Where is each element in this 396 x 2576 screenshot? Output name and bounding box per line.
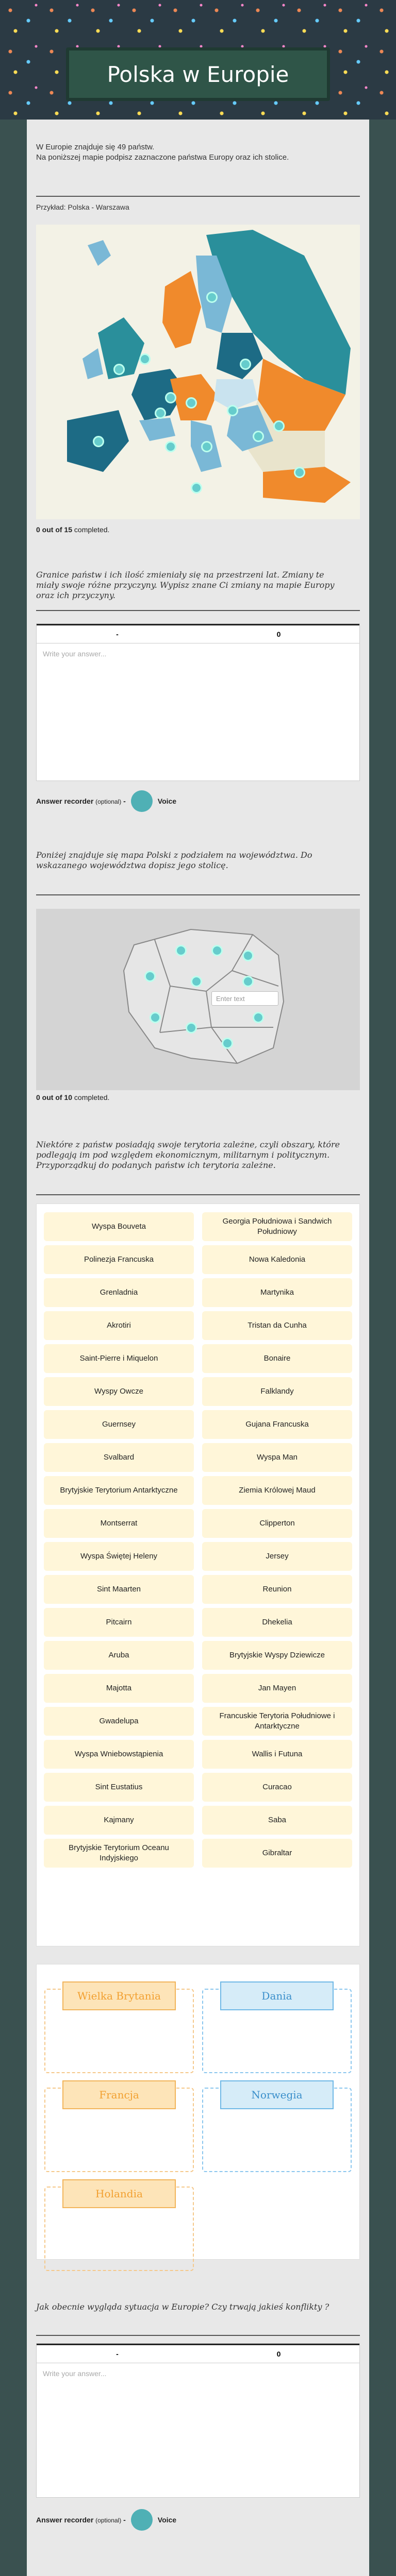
region-pin[interactable] xyxy=(175,945,187,956)
example-text: Przykład: Polska - Warszawa xyxy=(36,203,129,211)
voice-record-button[interactable] xyxy=(131,2509,153,2531)
intro-line-2: Na poniższej mapie podpisz zaznaczone państwa Europy oraz ich stolice. xyxy=(36,153,289,162)
map2-progress-count: 0 out of 10 xyxy=(36,1093,73,1101)
territory-card-left[interactable]: Kajmany xyxy=(44,1806,194,1835)
map-pin[interactable] xyxy=(191,482,202,494)
region-text-input[interactable]: Enter text xyxy=(211,991,278,1006)
map-pin[interactable] xyxy=(240,359,251,370)
territory-card-left[interactable]: Saint-Pierre i Miquelon xyxy=(44,1344,194,1373)
bucket-wielka-brytania[interactable] xyxy=(44,1989,194,2073)
divider xyxy=(36,610,360,611)
bucket-dania[interactable] xyxy=(202,1989,352,2073)
region-pin[interactable] xyxy=(222,1038,233,1049)
map1-progress-suffix: completed. xyxy=(72,526,110,534)
territory-card-left[interactable]: Svalbard xyxy=(44,1443,194,1472)
territory-card-right[interactable]: Saba xyxy=(202,1806,352,1835)
territory-card-right[interactable]: Curacao xyxy=(202,1773,352,1802)
voice-label[interactable]: Voice xyxy=(157,2516,177,2524)
region-pin[interactable] xyxy=(242,950,254,961)
col-minus[interactable]: - xyxy=(116,2350,119,2358)
territory-card-left[interactable]: Gwadelupa xyxy=(44,1707,194,1736)
pair-row xyxy=(44,1344,352,1373)
matching-pairs xyxy=(44,1212,352,1868)
question-3-text: Niektóre z państw posiadają swoje terytoria zależne, czyli obszary, które podlegają im pod względem ekonomicznym, militarnym i politycznym. Przyporządkuj do podanych państw ich terytoria zależne. xyxy=(36,1140,340,1170)
territory-card-left[interactable]: Brytyjskie Terytorium Antarktyczne xyxy=(44,1476,194,1505)
region-pin[interactable] xyxy=(186,1022,197,1033)
map-pin[interactable] xyxy=(186,397,197,409)
territory-card-left[interactable]: Montserrat xyxy=(44,1509,194,1538)
pair-row xyxy=(44,1575,352,1604)
answer-recorder-1 xyxy=(36,790,176,812)
pair-row xyxy=(44,1740,352,1769)
territory-card-left[interactable]: Sint Eustatius xyxy=(44,1773,194,1802)
bucket-label: Dania xyxy=(220,1981,334,2010)
territory-card-right[interactable]: Clipperton xyxy=(202,1509,352,1538)
map1-progress-count: 0 out of 15 xyxy=(36,526,73,534)
territory-card-right[interactable]: Wallis i Futuna xyxy=(202,1740,352,1769)
territory-card-right[interactable]: Gibraltar xyxy=(202,1839,352,1868)
territory-card-left[interactable]: Wyspa Świętej Heleny xyxy=(44,1542,194,1571)
map-pin[interactable] xyxy=(93,436,104,447)
answer-input[interactable]: Write your answer... xyxy=(43,2369,107,2378)
map-pin[interactable] xyxy=(273,420,285,432)
answer-table-header xyxy=(37,624,359,643)
territory-card-right[interactable]: Bonaire xyxy=(202,1344,352,1373)
bucket-holandia[interactable] xyxy=(44,2187,194,2271)
territory-card-left[interactable]: Pitcairn xyxy=(44,1608,194,1637)
region-pin[interactable] xyxy=(242,976,254,987)
map-pin[interactable] xyxy=(155,408,166,419)
territory-card-right[interactable]: Georgia Południowa i Sandwich Południowy xyxy=(202,1212,352,1241)
region-pin[interactable] xyxy=(253,1012,264,1023)
map-pin[interactable] xyxy=(201,441,212,452)
pair-row xyxy=(44,1509,352,1538)
poland-map xyxy=(36,909,360,1090)
answer-card-2 xyxy=(36,2343,360,2498)
territory-card-right[interactable]: Wyspa Man xyxy=(202,1443,352,1472)
territory-card-left[interactable]: Sint Maarten xyxy=(44,1575,194,1604)
question-2-text: Poniżej znajduje się mapa Polski z podziałem na województwa. Do wskazanego województwa dopisz jego stolicę. xyxy=(36,850,312,870)
territory-card-left[interactable]: Majotta xyxy=(44,1674,194,1703)
map-pin[interactable] xyxy=(165,441,176,452)
pair-row xyxy=(44,1443,352,1472)
territory-card-left[interactable]: Guernsey xyxy=(44,1410,194,1439)
territory-card-left[interactable]: Aruba xyxy=(44,1641,194,1670)
map-pin[interactable] xyxy=(227,405,238,416)
territory-card-right[interactable]: Reunion xyxy=(202,1575,352,1604)
pair-row xyxy=(44,1542,352,1571)
pair-row xyxy=(44,1608,352,1637)
intro-line-1: W Europie znajduje się 49 państw. xyxy=(36,143,155,151)
col-zero[interactable]: 0 xyxy=(276,2350,281,2358)
bucket-label: Holandia xyxy=(62,2179,176,2208)
pair-row xyxy=(44,1410,352,1439)
bucket-label: Norwegia xyxy=(220,2080,334,2109)
voice-record-button[interactable] xyxy=(131,790,153,812)
europe-map xyxy=(36,225,360,519)
answer-card-1 xyxy=(36,623,360,781)
answer-input[interactable]: Write your answer... xyxy=(43,650,107,658)
divider xyxy=(36,1194,360,1195)
region-pin[interactable] xyxy=(144,971,156,982)
divider xyxy=(36,2335,360,2336)
territory-card-left[interactable]: Wyspy Owcze xyxy=(44,1377,194,1406)
pair-row xyxy=(44,1641,352,1670)
divider xyxy=(36,196,360,197)
territory-card-right[interactable]: Falklandy xyxy=(202,1377,352,1406)
map2-progress-suffix: completed. xyxy=(72,1093,110,1101)
region-pin[interactable] xyxy=(191,976,202,987)
map-pin[interactable] xyxy=(253,431,264,442)
territory-card-right[interactable]: Jersey xyxy=(202,1542,352,1571)
recorder-label: Answer recorder (optional) - xyxy=(36,797,126,805)
pair-row xyxy=(44,1212,352,1241)
col-minus[interactable]: - xyxy=(116,630,119,638)
territory-card-right[interactable]: Nowa Kaledonia xyxy=(202,1245,352,1274)
pair-row xyxy=(44,1707,352,1736)
pair-row xyxy=(44,1773,352,1802)
recorder-label: Answer recorder (optional) - xyxy=(36,2516,126,2524)
bucket-label: Wielka Brytania xyxy=(62,1981,176,2010)
territory-card-right[interactable]: Gujana Francuska xyxy=(202,1410,352,1439)
europe-map-graphic xyxy=(36,225,360,519)
poland-map-graphic xyxy=(36,909,360,1090)
pair-row xyxy=(44,1311,352,1340)
map-pin[interactable] xyxy=(139,353,151,365)
territory-card-right[interactable]: Dhekelia xyxy=(202,1608,352,1637)
territory-card-right[interactable]: Tristan da Cunha xyxy=(202,1311,352,1340)
pair-row xyxy=(44,1839,352,1868)
territory-card-left[interactable]: Wyspa Wniebowstąpienia xyxy=(44,1740,194,1769)
pair-row xyxy=(44,1245,352,1274)
col-zero[interactable]: 0 xyxy=(276,630,281,638)
territory-card-left[interactable]: Akrotiri xyxy=(44,1311,194,1340)
territory-card-left[interactable]: Wyspa Bouveta xyxy=(44,1212,194,1241)
bucket-francja[interactable] xyxy=(44,2088,194,2172)
territory-card-right[interactable]: Francuskie Terytoria Południowe i Antarktyczne xyxy=(202,1707,352,1736)
territory-card-left[interactable]: Grenladnia xyxy=(44,1278,194,1307)
bucket-norwegia[interactable] xyxy=(202,2088,352,2172)
territory-card-left[interactable]: Polinezja Francuska xyxy=(44,1245,194,1274)
pair-row xyxy=(44,1377,352,1406)
pair-row xyxy=(44,1674,352,1703)
region-pin[interactable] xyxy=(150,1012,161,1023)
territory-card-right[interactable]: Ziemia Królowej Maud xyxy=(202,1476,352,1505)
pair-row xyxy=(44,1476,352,1505)
territory-card-right[interactable]: Jan Mayen xyxy=(202,1674,352,1703)
map-pin[interactable] xyxy=(206,292,218,303)
divider xyxy=(36,894,360,895)
answer-table-header xyxy=(37,2344,359,2363)
map-pin[interactable] xyxy=(113,364,125,375)
intro-text xyxy=(36,142,335,163)
answer-recorder-2 xyxy=(36,2509,176,2531)
territory-card-left[interactable]: Brytyjskie Terytorium Oceanu Indyjskiego xyxy=(44,1839,194,1868)
pair-row xyxy=(44,1278,352,1307)
question-1-text: Granice państw i ich ilość zmieniały się na przestrzeni lat. Zmiany te miały swoje różne przyczyny. Wypisz znane Ci zmiany na mapie Europy oraz ich przyczyny. xyxy=(36,570,335,600)
voice-label[interactable]: Voice xyxy=(157,797,177,805)
page-title: Polska w Europie xyxy=(107,61,289,87)
map-pin[interactable] xyxy=(294,467,305,478)
territory-card-right[interactable]: Brytyjskie Wyspy Dziewicze xyxy=(202,1641,352,1670)
title-board xyxy=(66,47,330,101)
bucket-label: Francja xyxy=(62,2080,176,2109)
region-pin[interactable] xyxy=(211,945,223,956)
matching-card xyxy=(36,1204,360,1946)
pair-row xyxy=(44,1806,352,1835)
map1-progress xyxy=(36,526,109,534)
map2-progress xyxy=(36,1093,109,1101)
map-pin[interactable] xyxy=(165,392,176,403)
question-4-text: Jak obecnie wygląda sytuacja w Europie? Czy trwają jakieś konflikty ? xyxy=(36,2302,329,2312)
territory-card-right[interactable]: Martynika xyxy=(202,1278,352,1307)
